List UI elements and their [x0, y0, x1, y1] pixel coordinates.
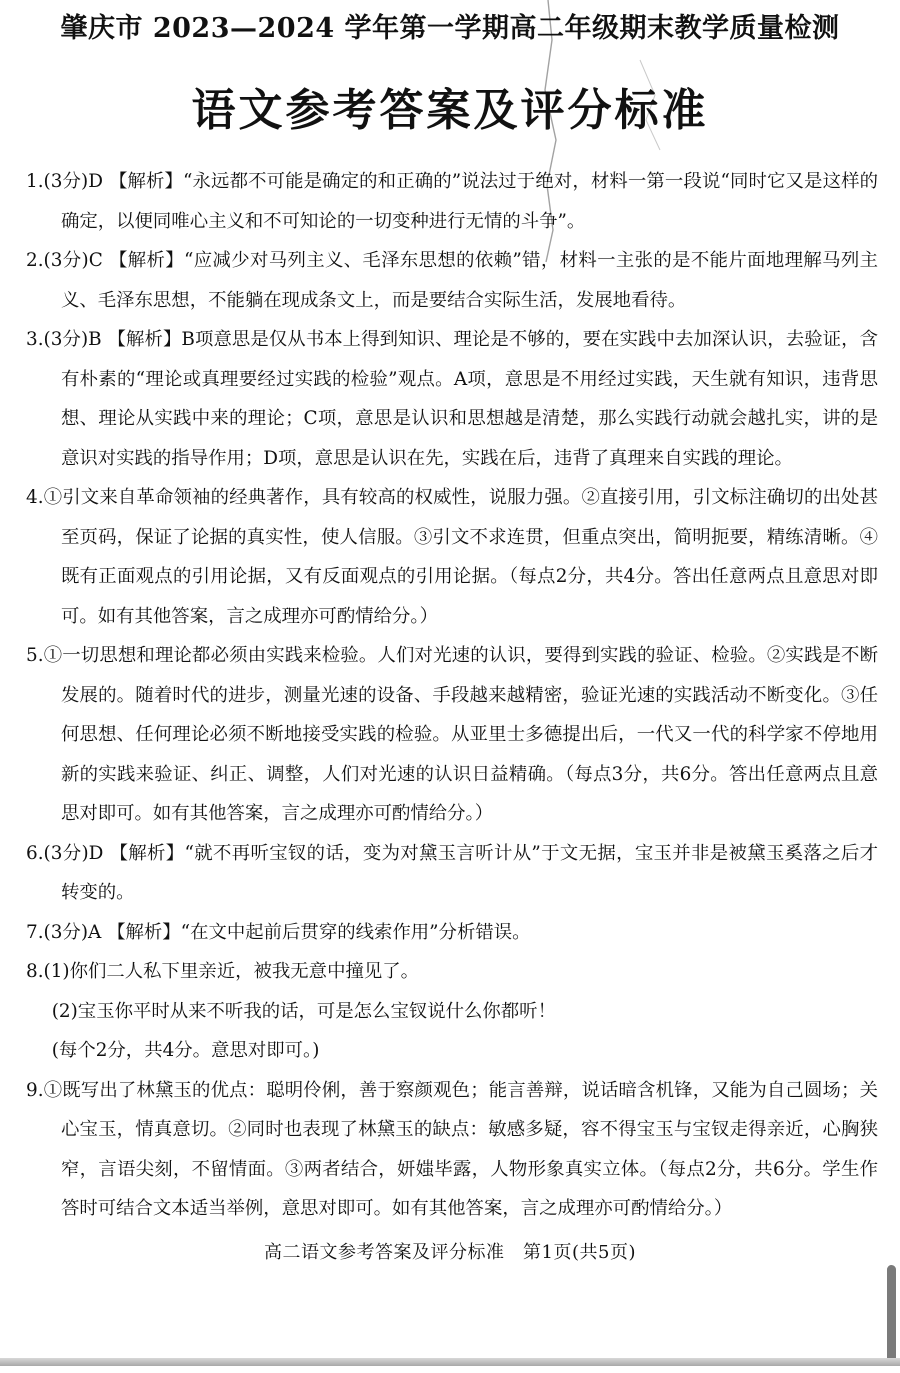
horizontal-scrollbar[interactable] [0, 1358, 900, 1366]
answer-item-4: 4.①引文来自革命领袖的经典著作，具有较高的权威性，说服力强。②直接引用，引文标注确切的出处甚至页码，保证了论据的真实性，使人信服。③引文不求连贯，但重点突出，简明扼要，精练清晰。④既有正面观点的引用论据，又有反面观点的引用论据。（每点2分，共4分。答出任意两点且意思对即可。如有其他答案，言之成理亦可酌情给分。） [26, 487, 878, 627]
exam-header: 肇庆市 2023—2024 学年第一学期高二年级期末教学质量检测 [60, 13, 840, 44]
answer-item-9: 9.①既写出了林黛玉的优点：聪明伶俐，善于察颜观色；能言善辩，说话暗含机锋，又能为自己圆场；关心宝玉，情真意切。②同时也表现了林黛玉的缺点：敏感多疑，容不得宝玉与宝钗走得亲近，心胸狭窄，言语尖刻，不留情面。③两者结合，妍媸毕露，人物形象真实立体。（每点2分，共6分。学生作答时可结合文本适当举例，意思对即可。如有其他答案，言之成理亦可酌情给分。） [26, 1079, 878, 1219]
answer-item-8-scoring: (每个2分，共4分。意思对即可。) [51, 1040, 320, 1061]
document-title: 语文参考答案及评分标准 [191, 85, 709, 136]
answer-item-6: 6.(3分)D 【解析】“就不再听宝钗的话，变为对黛玉言听计从”于文无据，宝玉并非是被黛玉奚落之后才转变的。 [26, 842, 878, 903]
vertical-scrollbar[interactable] [887, 1265, 896, 1365]
answer-item-2: 2.(3分)C 【解析】“应减少对马列主义、毛泽东思想的依赖”错，材料一主张的是不能片面地理解马列主义、毛泽东思想，不能躺在现成条文上，而是要结合实际生活，发展地看待。 [26, 250, 878, 311]
answer-item-1: 1.(3分)D 【解析】“永远都不可能是确定的和正确的”说法过于绝对，材料一第一段说“同时它又是这样的确定，以便同唯心主义和不可知论的一切变种进行无情的斗争”。 [26, 171, 878, 232]
answer-item-3: 3.(3分)B 【解析】B项意思是仅从书本上得到知识、理论是不够的，要在实践中去加深认识，去验证，含有朴素的“理论或真理要经过实践的检验”观点。A项，意思是不用经过实践，天生就有知识，违背思想、理论从实践中来的理论；C项，意思是认识和思想越是清楚，那么实践行动就会越扎实，讲的是意识对实践的指导作用；D项，意思是认识在先，实践在后，违背了真理来自实践的理论。 [26, 329, 878, 469]
answer-item-5: 5.①一切思想和理论都必须由实践来检验。人们对光速的认识，要得到实践的验证、检验。②实践是不断发展的。随着时代的进步，测量光速的设备、手段越来越精密，验证光速的实践活动不断变化。③任何思想、任何理论必须不断地接受实践的检验。从亚里士多德提出后，一代又一代的科学家不停地用新的实践来验证、纠正、调整，人们对光速的认识日益精确。（每点3分，共6分。答出任意两点且意思对即可。如有其他答案，言之成理亦可酌情给分。） [26, 645, 878, 824]
answer-item-8-part-2: (2)宝玉你平时从来不听我的话，可是怎么宝钗说什么你都听！ [51, 1000, 556, 1022]
page-footer: 高二语文参考答案及评分标准 第1页(共5页) [264, 1242, 636, 1263]
answer-item-8-part-1: 8.(1)你们二人私下里亲近，被我无意中撞见了。 [26, 961, 420, 982]
answer-item-7: 7.(3分)A 【解析】“在文中起前后贯穿的线索作用”分析错误。 [26, 921, 531, 943]
answer-list [26, 162, 878, 1229]
